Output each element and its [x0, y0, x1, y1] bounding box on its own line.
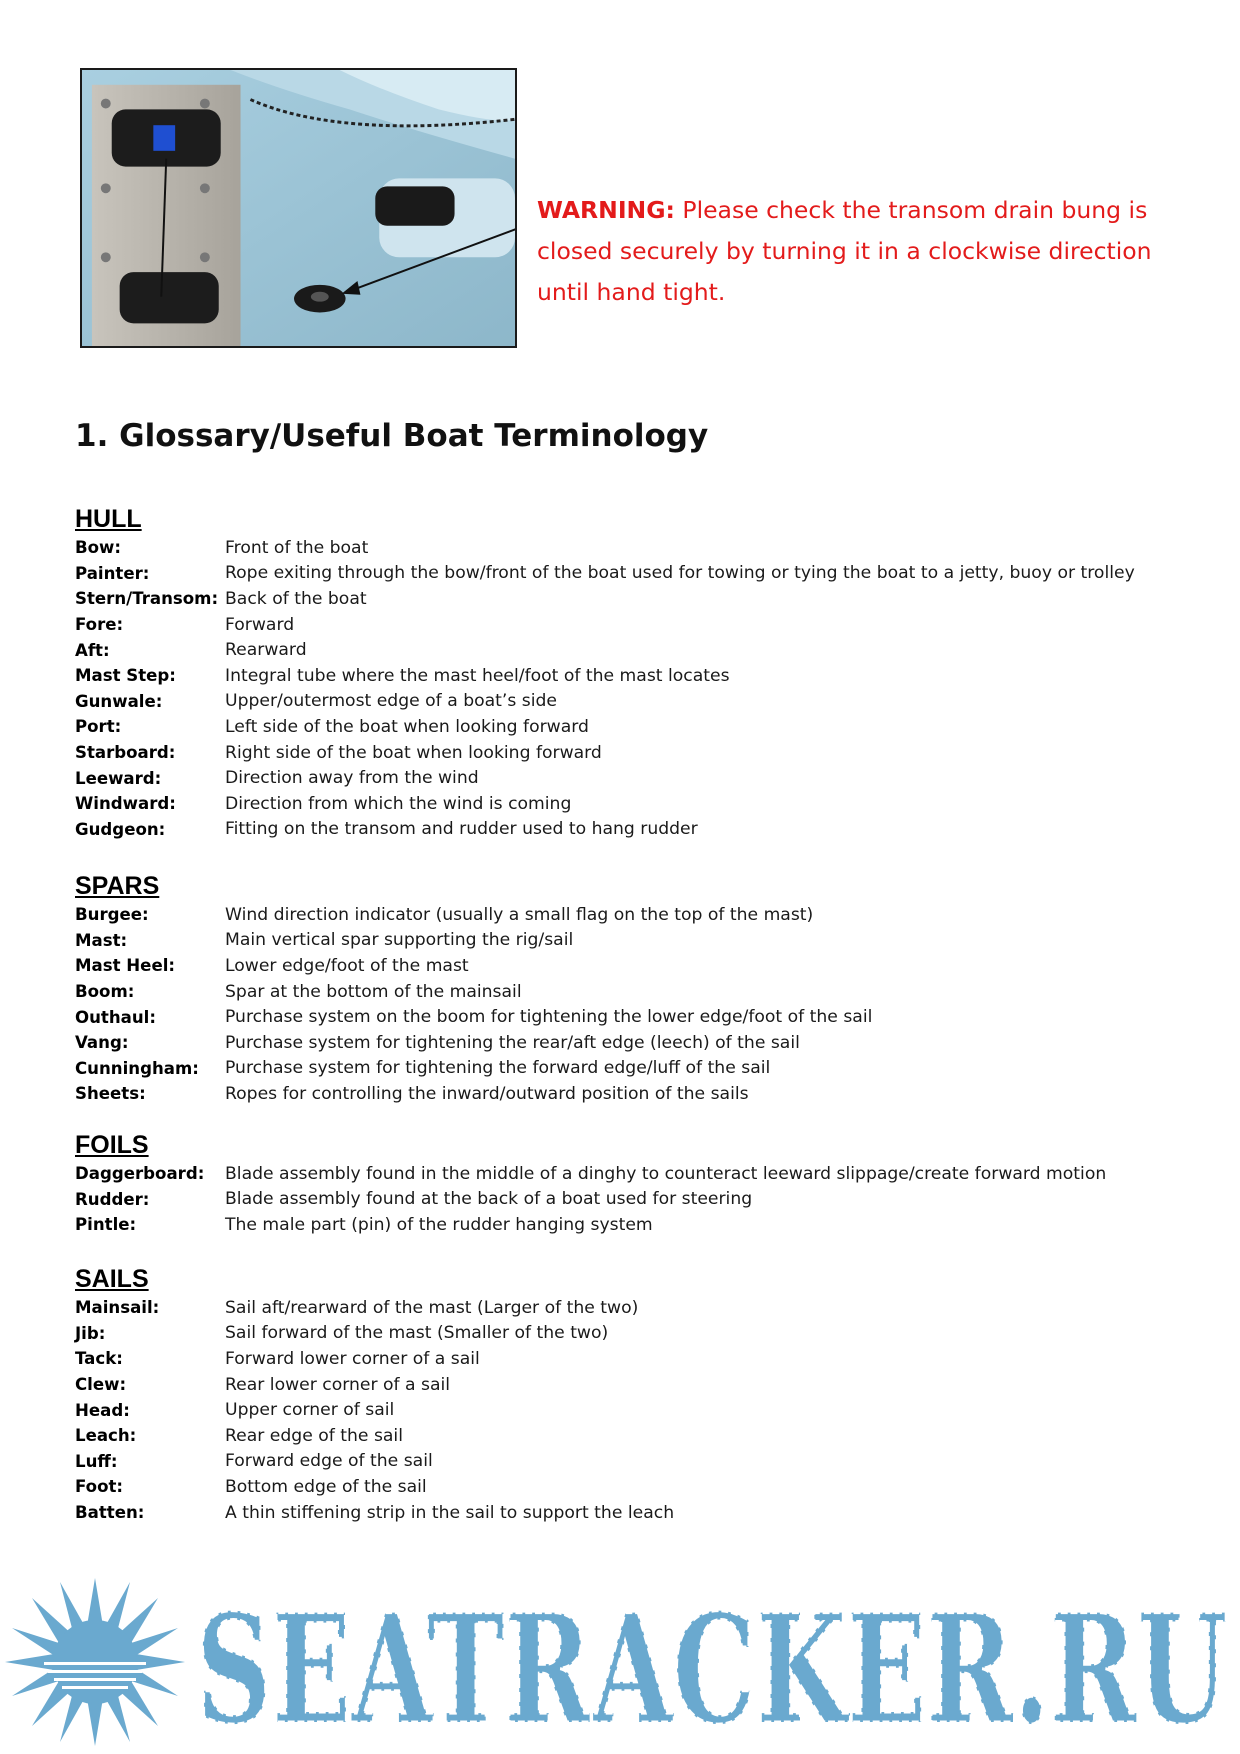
glossary-definition: Forward edge of the sail — [225, 1451, 433, 1472]
glossary-term: Leach: — [75, 1426, 137, 1446]
glossary-definition: Right side of the boat when looking forward — [225, 742, 602, 763]
section-hull — [75, 505, 1195, 842]
glossary-definition: Rear lower corner of a sail — [225, 1374, 451, 1395]
glossary-definition: Rope exiting through the bow/front of the boat used for towing or tying the boat to a jetty, buoy or trolley — [225, 563, 1135, 584]
glossary-row — [75, 663, 1195, 689]
glossary-row — [75, 1081, 1195, 1107]
glossary-row — [75, 1346, 1195, 1372]
glossary-term: Jib: — [75, 1323, 106, 1343]
glossary-term: Clew: — [75, 1375, 127, 1395]
glossary-term: Mast Heel: — [75, 956, 176, 976]
glossary-term: Luff: — [75, 1451, 118, 1471]
glossary-definition: Blade assembly found in the middle of a dinghy to counteract leeward slippage/create forward motion — [225, 1163, 1107, 1184]
glossary-term: Gudgeon: — [75, 819, 166, 839]
watermark-text: SEATRACKER.RU — [196, 1582, 1228, 1754]
glossary-definition: Sail aft/rearward of the mast (Larger of the two) — [225, 1297, 639, 1318]
glossary-definition: Direction away from the wind — [225, 768, 479, 789]
glossary-term: Fore: — [75, 615, 124, 635]
glossary-definition: Purchase system for tightening the forward edge/luff of the sail — [225, 1058, 771, 1079]
glossary-term: Vang: — [75, 1033, 129, 1053]
glossary-term: Outhaul: — [75, 1007, 156, 1027]
glossary-definition: Ropes for controlling the inward/outward position of the sails — [225, 1083, 749, 1104]
glossary-row — [75, 714, 1195, 740]
glossary-term: Mainsail: — [75, 1298, 160, 1318]
watermark-logo — [0, 1570, 1240, 1754]
glossary-definition: Lower edge/foot of the mast — [225, 955, 469, 976]
glossary-definition: Spar at the bottom of the mainsail — [225, 981, 522, 1002]
glossary-row — [75, 586, 1195, 612]
section-foils — [75, 1131, 1195, 1238]
glossary-definition: Fitting on the transom and rudder used to hang rudder — [225, 819, 698, 840]
glossary-row — [75, 1372, 1195, 1398]
glossary-term: Gunwale: — [75, 691, 163, 711]
glossary-term: Boom: — [75, 982, 135, 1002]
glossary-row — [75, 1397, 1195, 1423]
glossary-row — [75, 689, 1195, 715]
glossary-definition: Purchase system for tightening the rear/aft edge (leech) of the sail — [225, 1032, 800, 1053]
section-heading: SAILS — [75, 1265, 149, 1293]
glossary-term: Cunningham: — [75, 1058, 199, 1078]
glossary-row — [75, 817, 1195, 843]
glossary-row — [75, 1187, 1195, 1213]
glossary-term: Tack: — [75, 1349, 123, 1369]
glossary-row — [75, 1321, 1195, 1347]
glossary-term: Mast: — [75, 930, 128, 950]
glossary-row — [75, 1212, 1195, 1238]
glossary-term: Head: — [75, 1400, 130, 1420]
glossary-definition: Rear edge of the sail — [225, 1425, 403, 1446]
glossary-row — [75, 535, 1195, 561]
page-title: 1. Glossary/Useful Boat Terminology — [75, 418, 709, 454]
glossary-definition: Left side of the boat when looking forward — [225, 716, 589, 737]
glossary-row — [75, 561, 1195, 587]
glossary-row — [75, 902, 1195, 928]
glossary-definition: Main vertical spar supporting the rig/sail — [225, 930, 574, 951]
glossary-definition: Purchase system on the boom for tightening the lower edge/foot of the sail — [225, 1007, 873, 1028]
glossary-row — [75, 1449, 1195, 1475]
glossary-definition: The male part (pin) of the rudder hanging system — [225, 1214, 653, 1235]
glossary-definition: Forward lower corner of a sail — [225, 1348, 480, 1369]
warning-label: WARNING: — [537, 196, 675, 224]
glossary-definition: Bottom edge of the sail — [225, 1476, 427, 1497]
glossary-term: Bow: — [75, 538, 122, 558]
glossary-row — [75, 1295, 1195, 1321]
transom-photo — [80, 68, 517, 348]
glossary-row — [75, 1004, 1195, 1030]
glossary-definition: Integral tube where the mast heel/foot of the mast locates — [225, 665, 730, 686]
glossary-row — [75, 791, 1195, 817]
warning-note — [537, 190, 1177, 313]
glossary-term: Port: — [75, 717, 122, 737]
glossary-term: Daggerboard: — [75, 1164, 205, 1184]
section-heading: HULL — [75, 505, 142, 533]
glossary-term: Rudder: — [75, 1189, 150, 1209]
glossary-row — [75, 1161, 1195, 1187]
glossary-definition: Wind direction indicator (usually a small flag on the top of the mast) — [225, 904, 814, 925]
glossary-row — [75, 953, 1195, 979]
glossary-row — [75, 637, 1195, 663]
glossary-row — [75, 1500, 1195, 1526]
glossary-definition: Back of the boat — [225, 588, 367, 609]
glossary-term: Starboard: — [75, 743, 176, 763]
glossary-term: Aft: — [75, 640, 110, 660]
section-sails — [75, 1265, 1195, 1525]
glossary-row — [75, 1474, 1195, 1500]
glossary-definition: Sail forward of the mast (Smaller of the two) — [225, 1323, 609, 1344]
glossary-definition: Front of the boat — [225, 537, 369, 558]
glossary-term: Stern/Transom: — [75, 589, 219, 609]
warning-text: Please check the transom drain bung is closed securely by turning it in a clockwise direction until hand tight. — [537, 196, 1152, 306]
glossary-term: Foot: — [75, 1477, 124, 1497]
glossary-definition: Direction from which the wind is coming — [225, 793, 572, 814]
glossary-definition: A thin stiffening strip in the sail to support the leach — [225, 1502, 675, 1523]
glossary-row — [75, 928, 1195, 954]
glossary-term: Pintle: — [75, 1215, 137, 1235]
glossary-term: Painter: — [75, 563, 150, 583]
section-heading: SPARS — [75, 872, 160, 900]
glossary-definition: Blade assembly found at the back of a boat used for steering — [225, 1189, 753, 1210]
glossary-definition: Forward — [225, 614, 295, 635]
glossary-row — [75, 1423, 1195, 1449]
glossary-term: Batten: — [75, 1503, 145, 1523]
glossary-row — [75, 1030, 1195, 1056]
section-spars — [75, 872, 1195, 1107]
glossary-term: Burgee: — [75, 905, 149, 925]
glossary-term: Leeward: — [75, 768, 162, 788]
glossary-row — [75, 740, 1195, 766]
glossary-row — [75, 979, 1195, 1005]
glossary-row — [75, 1056, 1195, 1082]
glossary-definition: Rearward — [225, 640, 307, 661]
glossary-term: Windward: — [75, 794, 176, 814]
glossary-term: Mast Step: — [75, 666, 176, 686]
glossary-row — [75, 612, 1195, 638]
glossary-definition: Upper corner of sail — [225, 1400, 395, 1421]
section-heading: FOILS — [75, 1131, 149, 1159]
glossary-definition: Upper/outermost edge of a boat’s side — [225, 691, 557, 712]
glossary-term: Sheets: — [75, 1084, 146, 1104]
glossary-row — [75, 765, 1195, 791]
